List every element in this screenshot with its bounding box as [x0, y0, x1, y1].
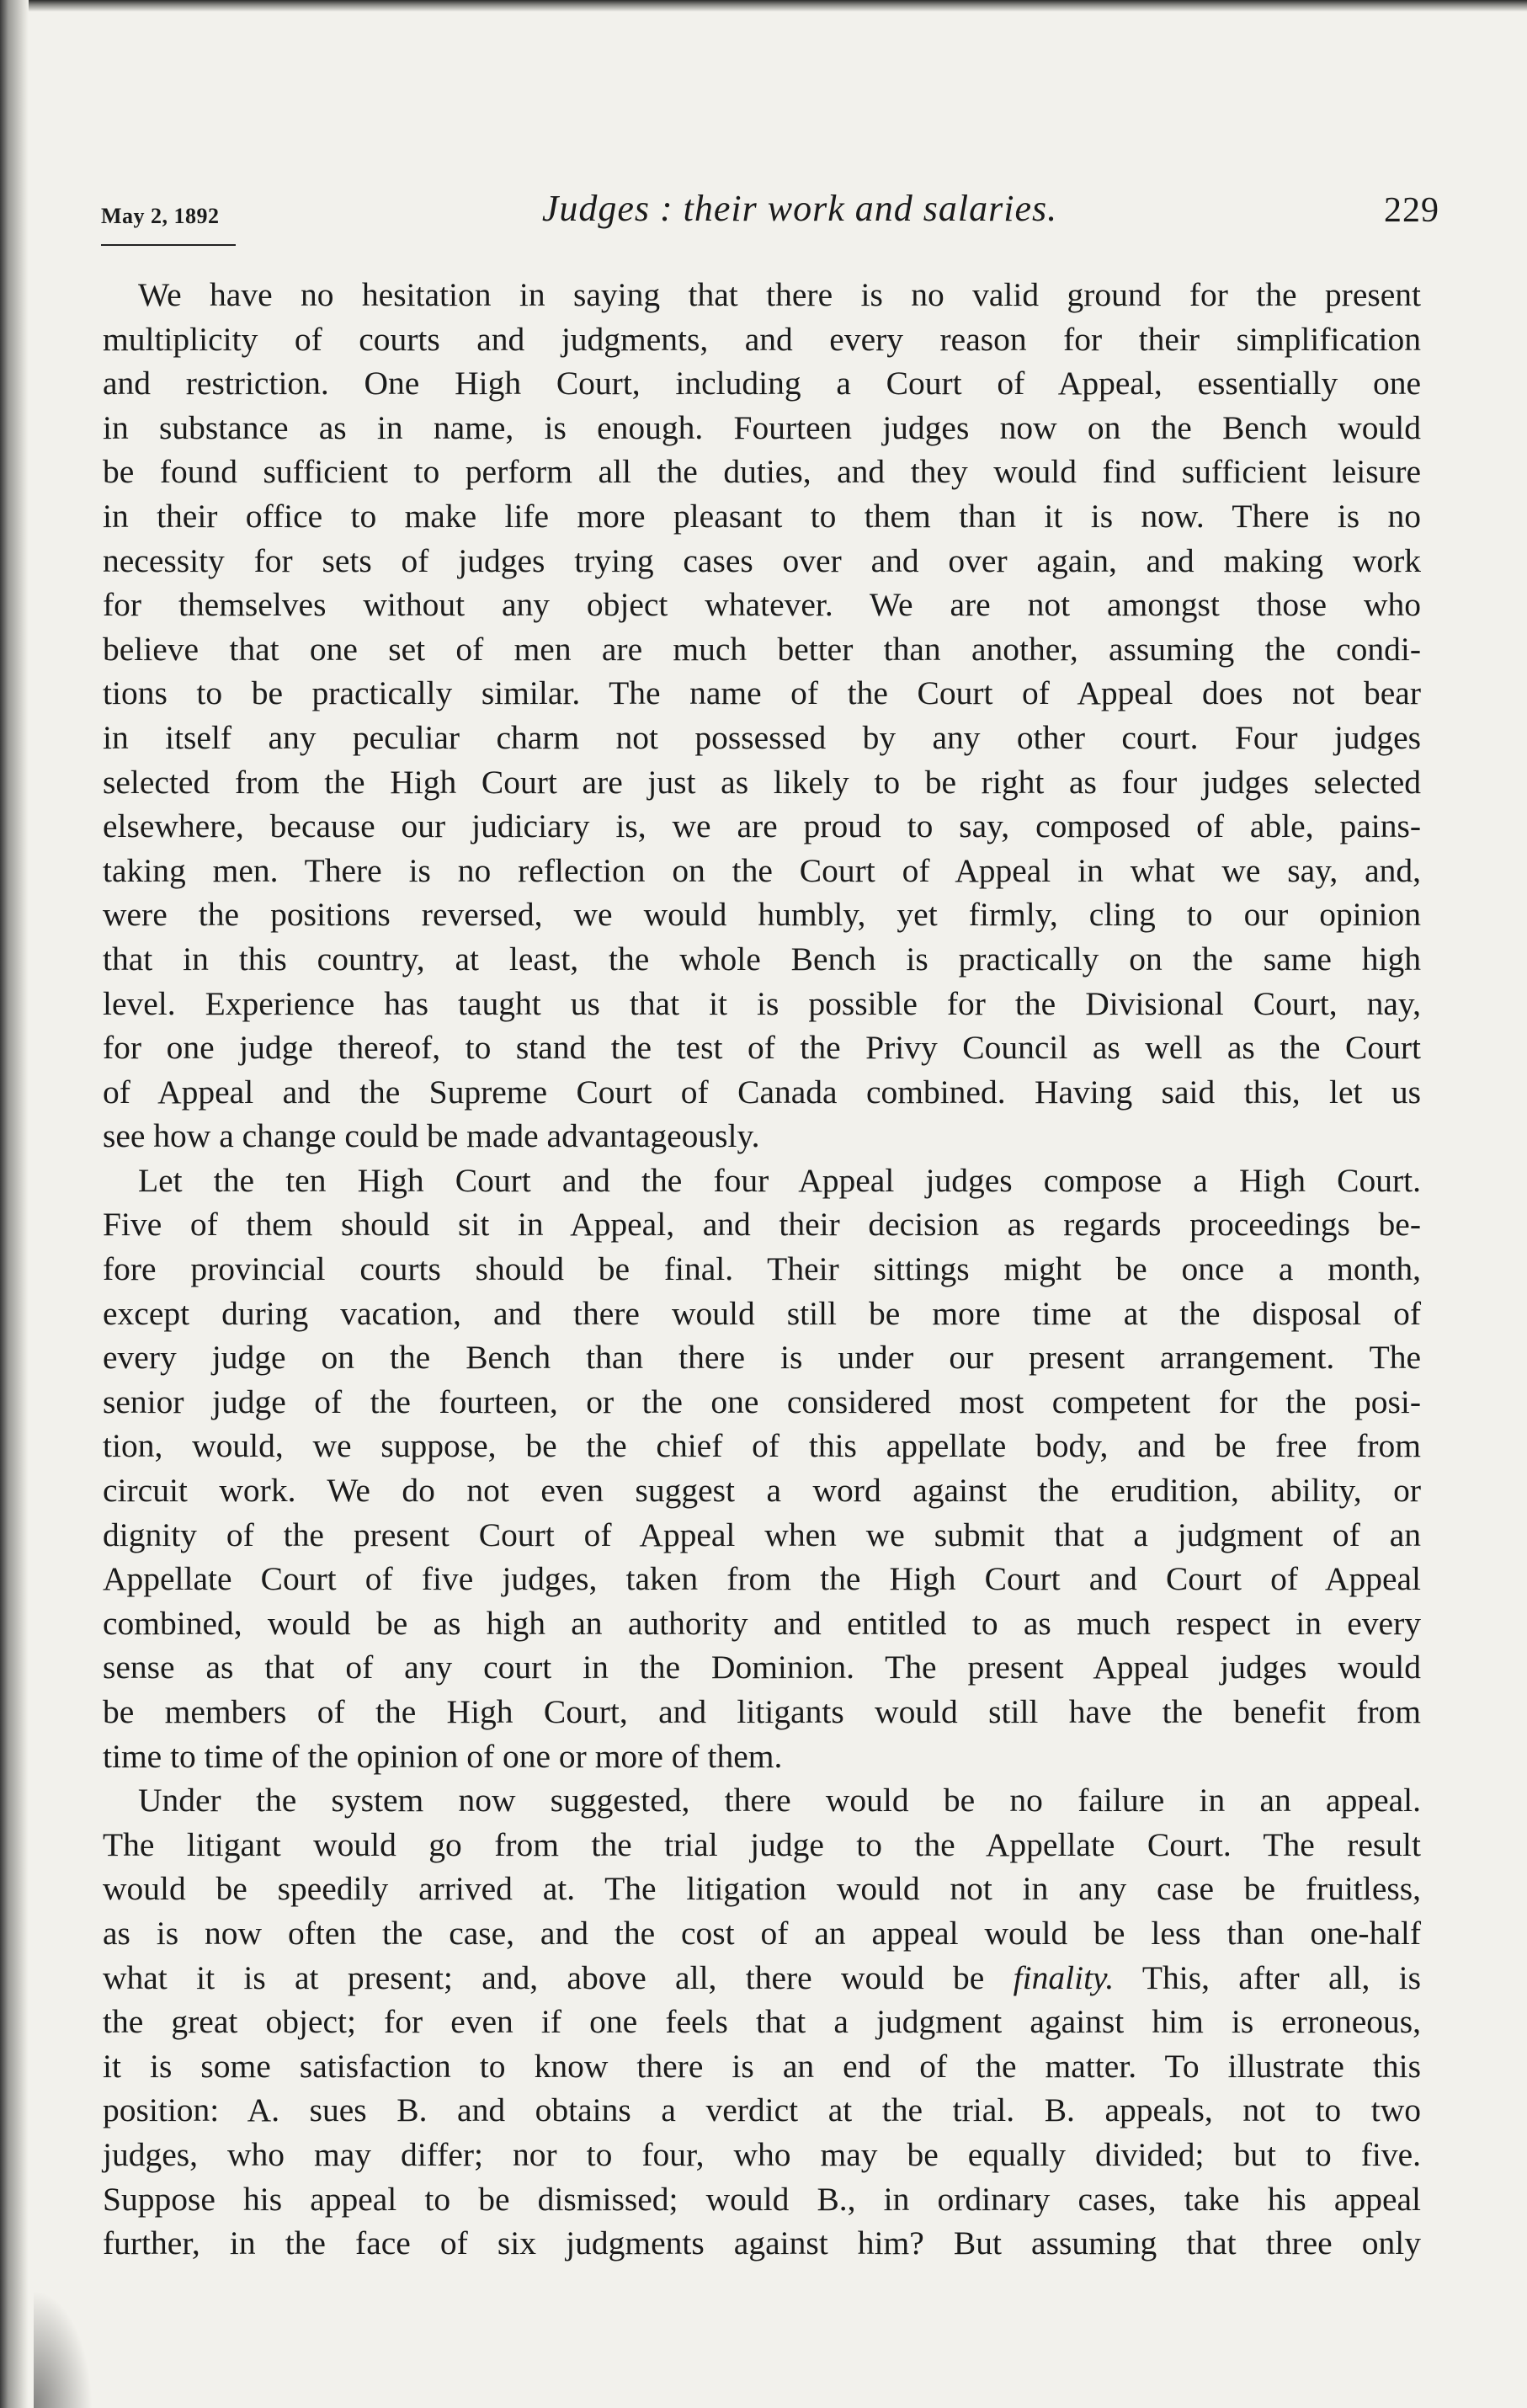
text-line: of Appeal and the Supreme Court of Canada combined. Having said this, let us: [103, 1073, 1421, 1111]
text-line: dignity of the present Court of Appeal when we submit that a judgment of an: [103, 1516, 1421, 1553]
text-line: in itself any peculiar charm not possessed by any other court. Four judges: [103, 718, 1421, 756]
scan-speckle: [34, 2290, 93, 2408]
page-top-edge: [0, 0, 1527, 12]
header-title: Judges : their work and salaries.: [541, 188, 1058, 229]
text-line: judges, who may differ; nor to four, who may be equally divided; but to five.: [103, 2135, 1421, 2173]
text-line: fore provincial courts should be final. Their sittings might be once a month,: [103, 1250, 1421, 1288]
text-line: elsewhere, because our judiciary is, we are proud to say, composed of able, pains-: [103, 807, 1421, 845]
article-body: [103, 273, 1421, 2266]
page-number: 229: [1384, 191, 1439, 230]
page-binding-edge: [0, 0, 29, 2408]
text-line: level. Experience has taught us that it is possible for the Divisional Court, nay,: [103, 984, 1421, 1022]
text-line: and restriction. One High Court, including a Court of Appeal, essentially one: [103, 365, 1421, 402]
text-line: necessity for sets of judges trying cases over and over again, and making work: [103, 541, 1421, 579]
text-line-part: what it is at present; and, above all, there would be: [103, 1958, 985, 1996]
text-line: multiplicity of courts and judgments, and every reason for their simplification: [103, 320, 1421, 358]
text-line: taking men. There is no reflection on the Court of Appeal in what we say, and,: [103, 851, 1421, 889]
text-line: tions to be practically similar. The name of the Court of Appeal does not bear: [103, 674, 1421, 712]
text-line: except during vacation, and there would still be more time at the disposal of: [103, 1294, 1421, 1332]
text-line: for themselves without any object whatever. We are not amongst those who: [103, 586, 1421, 624]
text-line: it is some satisfaction to know there is an end of the matter. To illustrate this: [103, 2047, 1421, 2085]
header-date: May 2, 1892: [101, 204, 220, 228]
running-header: [101, 187, 1439, 246]
text-line: We have no hesitation in saying that there is no valid ground for the present: [138, 276, 1421, 313]
text-line: see how a change could be made advantageously.: [103, 1117, 760, 1155]
text-line: circuit work. We do not even suggest a word against the erudition, ability, or: [103, 1472, 1421, 1510]
text-line: as is now often the case, and the cost of an appeal would be less than one-half: [103, 1914, 1421, 1952]
text-line: sense as that of any court in the Dominion. The present Appeal judges would: [103, 1649, 1421, 1686]
text-line-part: This, after all, is: [1141, 1958, 1421, 1996]
text-line: Five of them should sit in Appeal, and their decision as regards proceedings be-: [103, 1206, 1421, 1244]
text-line: in substance as in name, is enough. Fourteen judges now on the Bench would: [103, 408, 1421, 446]
text-line: every judge on the Bench than there is under our present arrangement. The: [103, 1339, 1421, 1377]
text-line: Under the system now suggested, there would be no failure in an appeal.: [138, 1782, 1421, 1819]
text-line: that in this country, at least, the whole Bench is practically on the same high: [103, 940, 1421, 978]
text-line: Suppose his appeal to be dismissed; would B., in ordinary cases, take his appeal: [103, 2180, 1421, 2218]
text-line: in their office to make life more pleasant to them than it is now. There is no: [103, 497, 1421, 535]
text-line: time to time of the opinion of one or more of them.: [103, 1737, 783, 1775]
text-line: believe that one set of men are much better than another, assuming the condi-: [103, 630, 1421, 668]
text-line: Appellate Court of five judges, taken from the High Court and Court of Appeal: [103, 1560, 1421, 1598]
text-line: the great object; for even if one feels that a judgment against him is erroneous,: [103, 2003, 1421, 2041]
text-line: The litigant would go from the trial judge to the Appellate Court. The result: [103, 1825, 1421, 1863]
text-line: further, in the face of six judgments against him? But assuming that three only: [103, 2224, 1421, 2262]
header-rule: [101, 244, 236, 246]
emphasis-finality: finality.: [1013, 1958, 1115, 1996]
text-line: position: A. sues B. and obtains a verdict at the trial. B. appeals, not to two: [103, 2091, 1421, 2129]
text-line: would be speedily arrived at. The litigation would not in any case be fruitless,: [103, 1870, 1421, 1908]
text-line: tion, would, we suppose, be the chief of this appellate body, and be free from: [103, 1427, 1421, 1465]
text-line: selected from the High Court are just as likely to be right as four judges selected: [103, 763, 1421, 801]
text-line: be found sufficient to perform all the duties, and they would find sufficient leisure: [103, 453, 1421, 491]
text-line: combined, would be as high an authority and entitled to as much respect in every: [103, 1604, 1421, 1642]
text-line: Let the ten High Court and the four Appeal judges compose a High Court.: [138, 1161, 1421, 1199]
text-line: be members of the High Court, and litigants would still have the benefit from: [103, 1693, 1421, 1730]
text-line: for one judge thereof, to stand the test of the Privy Council as well as the Court: [103, 1029, 1421, 1067]
text-line: were the positions reversed, we would humbly, yet firmly, cling to our opinion: [103, 896, 1421, 934]
text-line-with-emphasis: [103, 1956, 1421, 2000]
text-line: senior judge of the fourteen, or the one considered most competent for the posi-: [103, 1382, 1421, 1420]
